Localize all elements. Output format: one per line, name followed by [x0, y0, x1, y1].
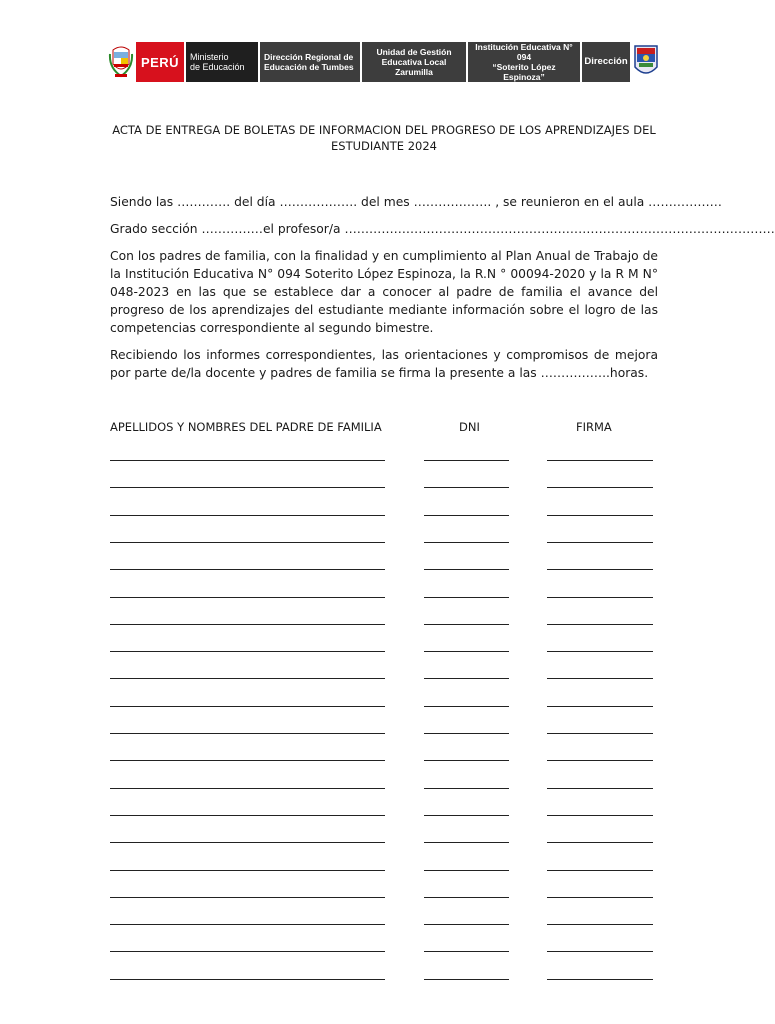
dni-blank-line — [424, 733, 509, 734]
signature-blank-line — [547, 597, 653, 598]
name-blank-line — [110, 733, 385, 734]
name-blank-line — [110, 597, 385, 598]
dni-blank-line — [424, 542, 509, 543]
signature-blank-line — [547, 951, 653, 952]
ugel-line-1: Unidad de Gestión — [376, 47, 452, 57]
dni-blank-line — [424, 460, 509, 461]
signature-blank-line — [547, 842, 653, 843]
name-blank-line — [110, 897, 385, 898]
dni-blank-line — [424, 815, 509, 816]
signature-blank-line — [547, 760, 653, 761]
signature-blank-line — [547, 979, 653, 980]
dni-blank-line — [424, 597, 509, 598]
name-blank-line — [110, 624, 385, 625]
signature-blank-line — [547, 706, 653, 707]
time-date-line: Siendo las …………. del día ………………. del mes ………………. , se reunieron en el aula ……………… — [110, 195, 722, 209]
signature-blank-line — [547, 624, 653, 625]
direction-text: Dirección — [584, 56, 628, 67]
name-blank-line — [110, 651, 385, 652]
peru-brand: PERÚ — [136, 42, 184, 82]
name-blank-line — [110, 951, 385, 952]
dni-blank-line — [424, 951, 509, 952]
name-blank-line — [110, 678, 385, 679]
dni-blank-line — [424, 788, 509, 789]
dni-blank-line — [424, 897, 509, 898]
dni-blank-line — [424, 487, 509, 488]
agreement-paragraph: Recibiendo los informes correspondientes, las orientaciones y compromisos de mejora por parte de/la docente y padres de familia se firma la presente a las ……………..horas. — [110, 348, 658, 380]
signature-blank-line — [547, 733, 653, 734]
name-blank-line — [110, 515, 385, 516]
signature-blank-line — [547, 460, 653, 461]
dni-blank-line — [424, 706, 509, 707]
title-line-1: ACTA DE ENTREGA DE BOLETAS DE INFORMACION DEL PROGRESO DE LOS APRENDIZAJES DEL — [112, 123, 656, 137]
name-blank-line — [110, 870, 385, 871]
signature-blank-line — [547, 788, 653, 789]
signature-blank-line — [547, 651, 653, 652]
name-blank-line — [110, 460, 385, 461]
dni-blank-line — [424, 569, 509, 570]
dni-blank-line — [424, 979, 509, 980]
dni-blank-line — [424, 870, 509, 871]
purpose-paragraph: Con los padres de familia, con la finalidad y en cumplimiento al Plan Anual de Trabajo de la Institución Educativa N° 094 Soterito López Espinoza, la R.N ° 00094-2020 y la R M N° 048-2023 en las que se establece dar a conocer al padre de familia el avance del progreso de los aprendizajes del estudiante mediante información sobre el logro de las competencias correspondiente al segundo bimestre. — [110, 249, 658, 335]
dni-blank-line — [424, 651, 509, 652]
name-blank-line — [110, 842, 385, 843]
signature-blank-line — [547, 815, 653, 816]
name-blank-line — [110, 487, 385, 488]
ugel-line-2: Educativa Local Zarumilla — [381, 57, 447, 77]
grade-teacher-line: Grado sección ……………el profesor/a …………………………………………………………………………………………… — [110, 222, 775, 236]
school-line-2: “Soterito López Espinoza” — [492, 62, 556, 82]
name-blank-line — [110, 924, 385, 925]
ministry-line-1: Ministerio — [190, 51, 229, 62]
signature-blank-line — [547, 870, 653, 871]
regional-line-1: Dirección Regional de — [264, 52, 354, 62]
name-blank-line — [110, 815, 385, 816]
signature-blank-line — [547, 487, 653, 488]
name-blank-line — [110, 542, 385, 543]
name-blank-line — [110, 788, 385, 789]
name-blank-line — [110, 706, 385, 707]
regional-line-2: Educación de Tumbes — [264, 62, 354, 72]
dni-blank-line — [424, 515, 509, 516]
dni-blank-line — [424, 924, 509, 925]
column-header-dni: DNI — [459, 420, 480, 434]
signature-blank-line — [547, 897, 653, 898]
title-line-2: ESTUDIANTE 2024 — [331, 139, 437, 153]
dni-blank-line — [424, 760, 509, 761]
name-blank-line — [110, 569, 385, 570]
dni-blank-line — [424, 624, 509, 625]
dni-blank-line — [424, 842, 509, 843]
school-line-1: Institución Educativa N° 094 — [475, 42, 573, 62]
name-blank-line — [110, 760, 385, 761]
signature-blank-line — [547, 515, 653, 516]
signature-blank-line — [547, 924, 653, 925]
signature-blank-line — [547, 542, 653, 543]
column-header-names: APELLIDOS Y NOMBRES DEL PADRE DE FAMILIA — [110, 420, 382, 434]
signature-blank-line — [547, 569, 653, 570]
dni-blank-line — [424, 678, 509, 679]
name-blank-line — [110, 979, 385, 980]
signature-blank-line — [547, 678, 653, 679]
ministry-line-2: de Educación — [190, 62, 245, 72]
column-header-signature: FIRMA — [576, 420, 612, 434]
